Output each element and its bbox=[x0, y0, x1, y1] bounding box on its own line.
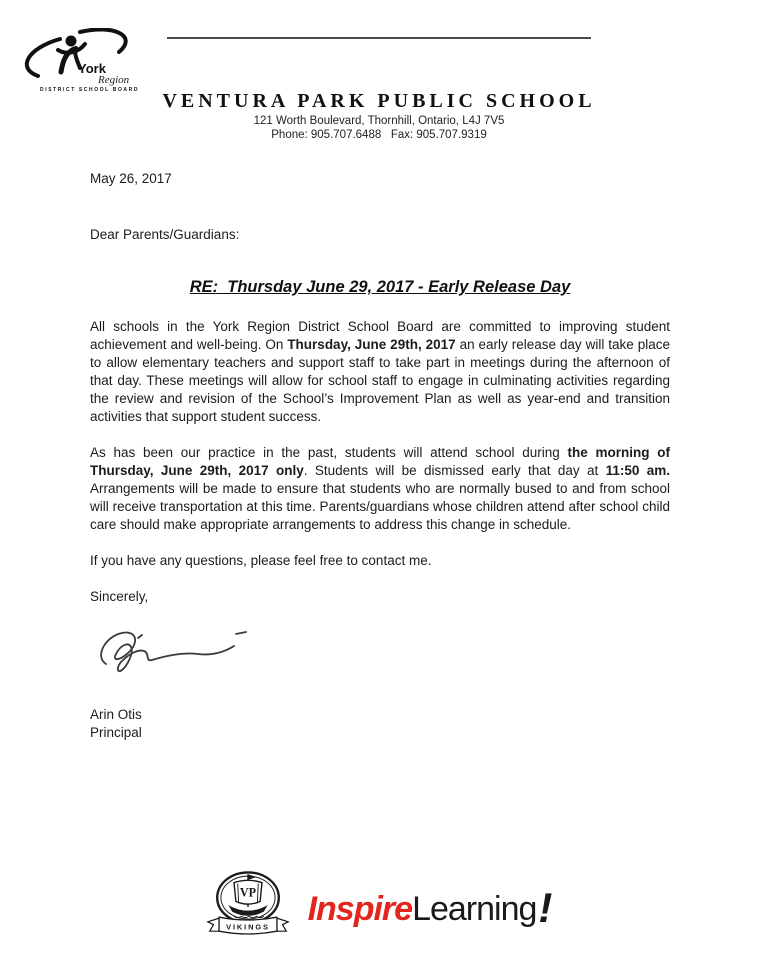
wordmark-exclamation: ! bbox=[538, 884, 553, 931]
subject-line: RE: Thursday June 29, 2017 - Early Release Day bbox=[189, 278, 571, 296]
crest-banner-label: VIKINGS bbox=[225, 922, 270, 932]
wordmark-learning: Learning bbox=[412, 890, 537, 928]
letter-date: May 26, 2017 bbox=[90, 171, 172, 186]
header-rule bbox=[167, 37, 591, 39]
board-logo-york-label: York bbox=[78, 61, 106, 76]
school-address: 121 Worth Boulevard, Thornhill, Ontario, L4J 7V5 bbox=[253, 115, 505, 127]
vp-vikings-crest bbox=[206, 868, 290, 944]
school-name: VENTURA PARK PUBLIC SCHOOL bbox=[162, 90, 596, 112]
paragraph-3: If you have any questions, please feel free to contact me. bbox=[90, 553, 432, 568]
crest-initials: VP bbox=[239, 885, 256, 900]
viking-ship-crest-icon bbox=[206, 868, 290, 944]
paragraph-2: As has been our practice in the past, students will attend school during the morning of Thursday, June 29th, 2017 only. Students will be dismissed early that day at 11:50 am. Arrangements will be made to ensure that students who are normally bused to and from school will receive transportation at this time. Parents/guardians whose children attend after school child care should make appropriate arrangements to address this change in schedule. bbox=[90, 445, 670, 532]
york-region-board-logo bbox=[22, 28, 144, 92]
footer-logos bbox=[0, 868, 758, 944]
closing: Sincerely, bbox=[90, 589, 149, 604]
signer-title: Principal bbox=[90, 725, 142, 740]
york-region-swoosh-icon bbox=[22, 28, 144, 92]
inspire-learning-wordmark bbox=[308, 882, 553, 930]
handwritten-signature-icon bbox=[94, 624, 264, 680]
paragraph-1: All schools in the York Region District School Board are committed to improving student achievement and well-being. On Thursday, June 29th, 2017 an early release day will take place to allow elementary teachers and support staff to take part in meetings during the afternoon of that day. These meetings will allow for school staff to engage in culminating activities regarding the review and revision of the School’s Improvement Plan as well as year-end and transition activities that support student success. bbox=[90, 319, 670, 424]
board-logo-region-label: Region bbox=[98, 74, 130, 86]
signer-name: Arin Otis bbox=[90, 707, 142, 722]
school-phone-fax: Phone: 905.707.6488 Fax: 905.707.9319 bbox=[271, 129, 487, 141]
letter-body bbox=[90, 170, 670, 742]
signature-image bbox=[94, 624, 264, 680]
wordmark-inspire: Inspire bbox=[307, 890, 413, 928]
board-logo-subtitle: DISTRICT SCHOOL BOARD bbox=[40, 87, 140, 92]
salutation: Dear Parents/Guardians: bbox=[90, 227, 240, 242]
